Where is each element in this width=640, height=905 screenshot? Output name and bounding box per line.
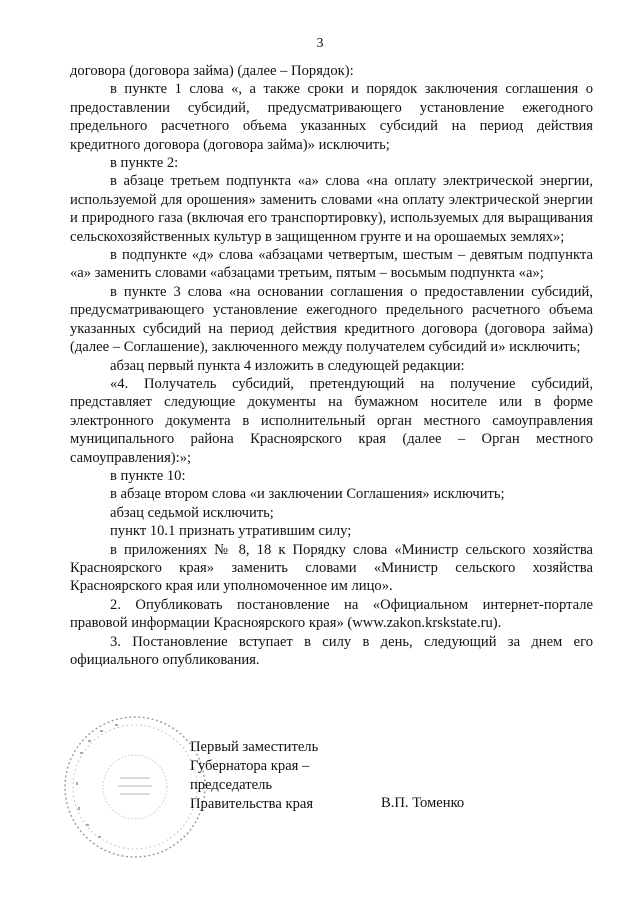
official-seal-stamp	[60, 712, 210, 862]
paragraph: в пункте 3 слова «на основании соглашения о предоставлении субсидий, предусматривающего установление ежегодного предельного расчетного объема указанных субсидий на период действия кредитного договора (договора займа) (далее – Соглашение), заключенного между получателем субсидий и» исключить;	[70, 283, 593, 356]
paragraph: абзац седьмой исключить;	[110, 504, 274, 521]
paragraph: в приложениях № 8, 18 к Порядку слова «Министр сельского хозяйства Красноярского края» заменить словами «Министр сельского хозяйства Красноярского края или уполномоченное им лицо».	[70, 541, 593, 595]
document-body	[70, 62, 593, 669]
paragraph: пункт 10.1 признать утратившим силу;	[110, 523, 352, 540]
signatory-title-line: Первый заместитель	[190, 739, 319, 755]
paragraph: в подпункте «д» слова «абзацами четвертым, шестым – девятым подпункта «а» заменить словами «абзацами третьим, пятым – восьмым подпункта «а»;	[70, 247, 593, 282]
paragraph: 2. Опубликовать постановление на «Официальном интернет-портале правовой информации Красноярского края» (www.zakon.krskstate.ru).	[70, 596, 593, 632]
paragraph: в абзаце втором слова «и заключении Соглашения» исключить;	[110, 486, 505, 503]
signatory-title-line: Правительства края	[190, 796, 314, 812]
paragraph: абзац первый пункта 4 изложить в следующей редакции:	[110, 357, 465, 374]
paragraph: в пункте 10:	[110, 467, 186, 484]
page-number: 3	[316, 36, 324, 51]
paragraph: в пункте 1 слова «, а также сроки и порядок заключения соглашения о предоставлении субсидий, предусматривающего установление ежегодного предельного расчетного объема указанных субсидий на период действия кредитного договора (договора займа)» исключить;	[70, 81, 593, 153]
signatory-title	[190, 738, 318, 814]
paragraph: «4. Получатель субсидий, претендующий на получение субсидий, представляет следующие документы на бумажном носителе или в форме электронного документа в исполнительный орган местного самоуправления муниципального района Красноярского края (далее – Орган местного самоуправления):»;	[70, 375, 593, 466]
paragraph: договора (договора займа) (далее – Порядок):	[70, 63, 354, 79]
signatory-title-line: Губернатора края –	[190, 758, 310, 774]
paragraph: в абзаце третьем подпункта «а» слова «на оплату электрической энергии, используемой для орошения» заменить словами «на оплату электрической энергии и природного газа (включая его транспортировку), используемых для выращивания сельскохозяйственных культур в защищенном грунте и на орошаемых землях»;	[70, 173, 593, 245]
paragraph: 3. Постановление вступает в силу в день, следующий за днем его официального опубликования.	[70, 633, 593, 668]
signatory-title-line: председатель	[190, 777, 273, 793]
signatory-name: В.П. Томенко	[381, 795, 465, 811]
paragraph: в пункте 2:	[110, 155, 179, 172]
